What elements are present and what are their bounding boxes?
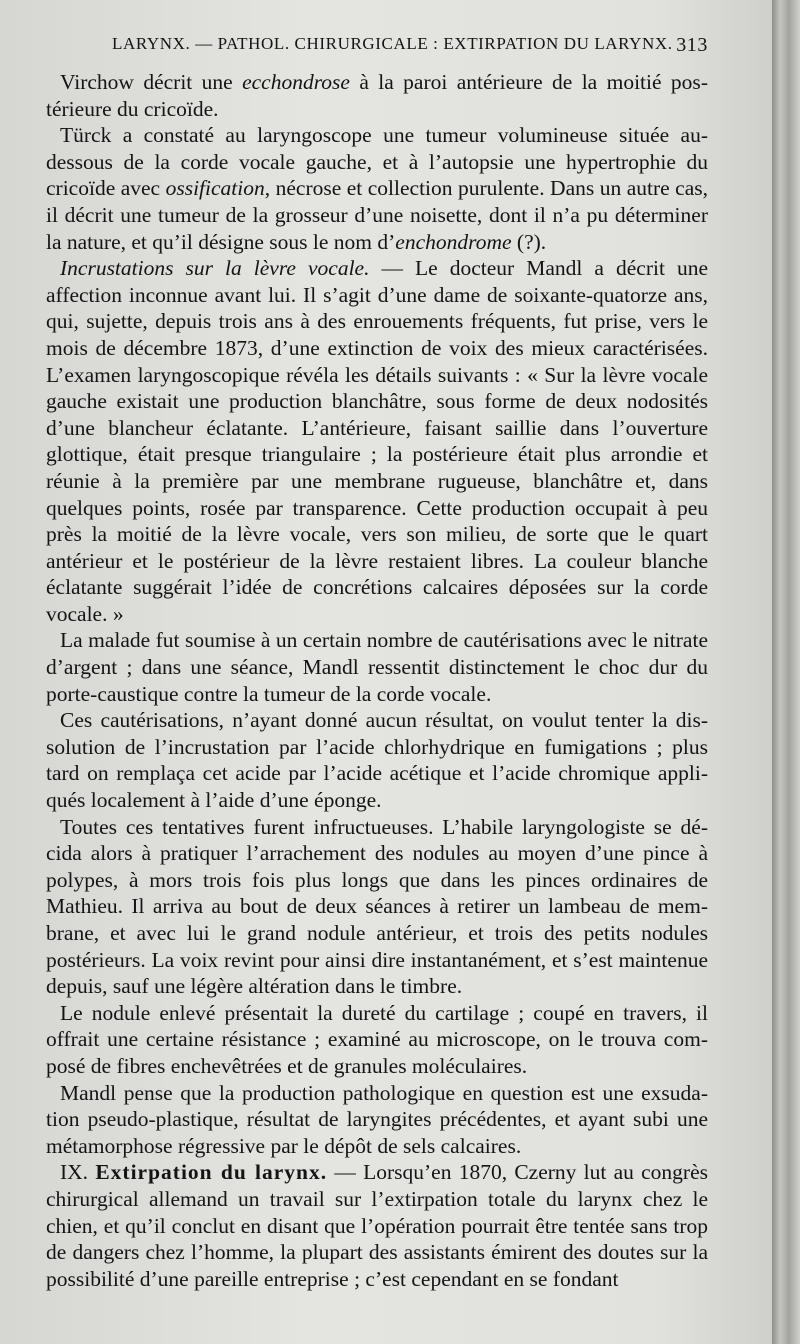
paragraph: Incrustations sur la lèvre vocale. — Le docteur Mandl a décrit une affection inconnue avant lui. Il s’agit d’une dame de soixante-quatorze ans, qui, sujette, depuis trois ans à des enrouements fréquents, fut prise, vers le mois de décembre 1873, d’une extinction de voix des mieux caractérisées. L’examen laryngoscopique révéla les détails suivants : « Sur la lèvre vocale gauche existait une production blanchâtre, sous forme de deux nodosités d’une blancheur éclatante. L’antérieure, faisant saillie dans l’ouverture glottique, était presque triangulaire ; la postérieure était plus arrondie et réunie à la première par une membrane rugueuse, blanchâtre et, dans quelques points, rosée par transparence. Cette production occupait à peu près la moitié de la lèvre vocale, vers son milieu, de sorte que le quart antérieur et le postérieur de la lèvre restaient libres. La couleur blanche éclatante suggérait l’idée de concrétions calcaires déposées sur la corde vocale. » [46,256,709,626]
page-edge [772,0,800,1344]
paragraph: Ces cautérisations, n’ayant donné aucun résultat, on voulut tenter la dissolution de l’incrustation par l’acide chlorhydrique en fumigations ; plus tard on remplaça cet acide par l’acide acétique et l’acide chromique appliqués localement à l’aide d’une éponge. [46,708,708,813]
emphasis: ecchondrose [242,70,350,94]
paragraph: Türck a constaté au laryngoscope une tumeur volumineuse située au-dessous de la corde vocale gauche, et à l’autopsie une hypertrophie du cricoïde avec ossification, nécrose et collection purulente. Dans un autre cas, il décrit une tumeur de la grosseur d’une noisette, dont il n’a pu déterminer la nature, et qu’il désigne sous le nom d’enchondrome (?). [46,123,708,254]
paragraph: La malade fut soumise à un certain nombre de cautérisations avec le nitrate d’argent ; dans une séance, Mandl ressentit distinctement le choc dur du porte-caustique contre la tumeur de la corde vocale. [46,628,708,706]
running-head: LARYNX. — PATHOL. CHIRURGICALE : EXTIRPATION DU LARYNX. [112,34,673,53]
emphasis: enchondrome [395,229,512,254]
emphasis: ossification [165,176,265,201]
section-number: IX. [60,1160,96,1185]
paragraph: IX. Extirpation du larynx. — Lorsqu’en 1870, Czerny lut au congrès chirurgical allemand un travail sur l’extirpation totale du larynx chez le chien, et qu’il conclut en disant que l’opération pourrait être tentée sans trop de dangers chez l’homme, la plupart des assistants émirent des doutes sur la possibilité d’une pareille entreprise ; c’est cependant en se fondant [46,1160,708,1291]
paragraph: Toutes ces tentatives furent infructueuses. L’habile laryngologiste se décida alors à pratiquer l’arrachement des nodules au moyen d’une pince à polypes, à mors trois fois plus longs que dans les pinces ordinaires de Mathieu. Il arriva au bout de deux séances à retirer un lambeau de membrane, et avec lui le grand nodule antérieur, et trois des petits nodules postérieurs. La voix revint pour ainsi dire instantanément, et s’est maintenue depuis, sauf une légère altération dans le timbre. [46,814,708,999]
paragraph: Le nodule enlevé présentait la dureté du cartilage ; coupé en travers, il offrait une certaine résistance ; examiné au microscope, on le trouva composé de fibres enchevêtrées et de granules moléculaires. [46,1000,708,1078]
section-title: Extirpation du larynx. [95,1160,328,1185]
subsection-heading: Incrustations sur la lèvre vocale. [60,256,370,281]
page-header [112,34,708,60]
body-text [46,69,708,1292]
paragraph: Mandl pense que la production pathologique en question est une exsudation pseudo-plastique, résultat de laryngites précédentes, et ayant subi une métamorphose régressive par le dépôt de sels calcaires. [46,1080,708,1158]
page-number: 313 [676,34,708,56]
paragraph: Virchow décrit une ecchondrose à la paroi antérieure de la moitié postérieure du cricoïde. [46,70,708,121]
